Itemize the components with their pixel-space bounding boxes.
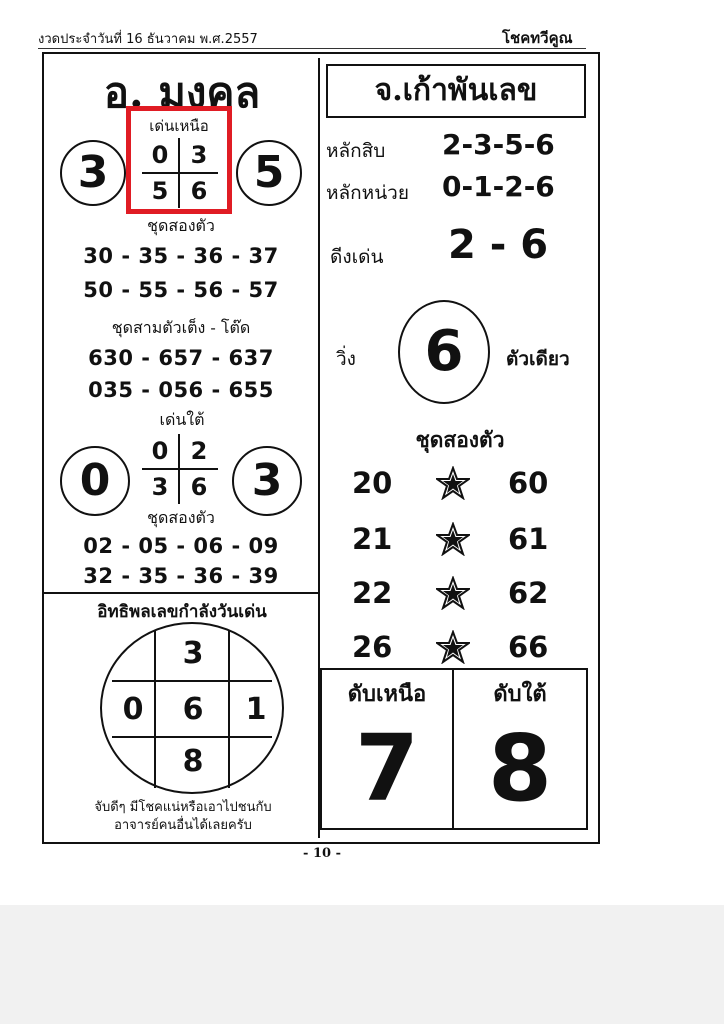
bottom-grid-cell: 3 [142,470,180,504]
run-circle [398,300,490,404]
page-number: - 10 - [303,846,341,861]
north-label: ดับเหนือ [347,681,427,707]
three-digit-label: ชุดสามตัวเต็ง - โต๊ด [111,318,251,337]
top-play-grid [142,138,218,208]
top-left-number: 3 [77,147,109,198]
top-grid-cell: 5 [142,174,180,208]
publication-name: โชคทวีคูณ [502,29,573,47]
pair-left: 21 [352,522,393,556]
tens-label: หลักสิบ [326,140,386,162]
left-section-divider [42,592,320,594]
bottom-left-number: 0 [79,455,111,506]
units-value: 0-1-2-6 [442,170,555,203]
star-icon [436,522,470,556]
header-rule [38,48,586,49]
issue-date: งวดประจำวันที่ 16 ธันวาคม พ.ศ.2557 [38,32,258,47]
footer-note-line: จับดีๆ มีโชคแน่หรือเอาไปชนกับ [94,800,272,815]
two-digit-row: 50 - 55 - 56 - 57 [83,278,279,302]
pair-right: 66 [508,630,549,664]
tens-value: 2-3-5-6 [442,128,555,161]
influence-hline-top [112,680,272,682]
highlight-label: ดีงเด่น [330,246,384,268]
single-label: ตัวเดียว [506,348,570,370]
bottom-grid-cell: 0 [142,434,180,470]
right-title: จ.เก้าพันเลข [326,64,586,118]
influence-hline-bottom [112,736,272,738]
influence-bottom: 8 [182,744,204,779]
right-set-label: ชุดสองตัว [415,427,505,452]
two-digit-label-2: ชุดสองตัว [147,508,215,527]
influence-title: อิทธิพลเลขกำลังวันเด่น [97,602,267,622]
units-label: หลักหน่วย [326,182,409,204]
three-digit-row: 630 - 657 - 637 [88,346,274,370]
two-digit-row-2: 02 - 05 - 06 - 09 [83,534,279,558]
two-digit-row-2: 32 - 35 - 36 - 39 [83,564,279,588]
south-label: ดับใต้ [493,681,547,707]
two-digit-label: ชุดสองตัว [147,216,215,235]
star-icon [436,630,470,664]
bottom-right-number: 3 [251,455,283,506]
pair-right: 61 [508,522,549,556]
top-grid-cell: 3 [180,138,218,174]
north-value: 7 [354,715,419,822]
top-left-circle [60,140,126,206]
top-grid-cell: 6 [190,177,208,205]
bottom-grid-cell: 6 [190,473,208,501]
influence-top: 3 [182,636,204,671]
top-grid-cell: 0 [142,138,180,174]
top-right-circle [236,140,302,206]
bottom-play-label: เด่นใต้ [159,410,205,429]
pair-left: 26 [352,630,393,664]
pair-left: 22 [352,576,393,610]
pair-right: 60 [508,466,549,500]
top-play-label: เด่นเหนือ [149,117,209,135]
highlight-value: 2 - 6 [448,222,549,268]
south-value: 8 [487,715,552,822]
bottom-play-grid [142,434,218,504]
star-icon [436,576,470,610]
pair-left: 20 [352,466,393,500]
star-icon [436,466,470,500]
influence-left: 0 [122,692,144,727]
influence-center: 6 [182,692,204,727]
footer-note-line: อาจารย์คนอื่นได้เลยครับ [114,818,252,833]
bottom-grid-cell: 2 [180,434,218,470]
three-digit-row: 035 - 056 - 655 [88,378,274,402]
influence-right: 1 [245,692,267,727]
top-right-number: 5 [253,147,285,198]
run-label: วิ่ง [336,348,356,370]
left-title: อ. มงคล [103,68,261,117]
two-digit-row: 30 - 35 - 36 - 37 [83,244,279,268]
pair-right: 62 [508,576,549,610]
run-value: 6 [424,319,464,384]
